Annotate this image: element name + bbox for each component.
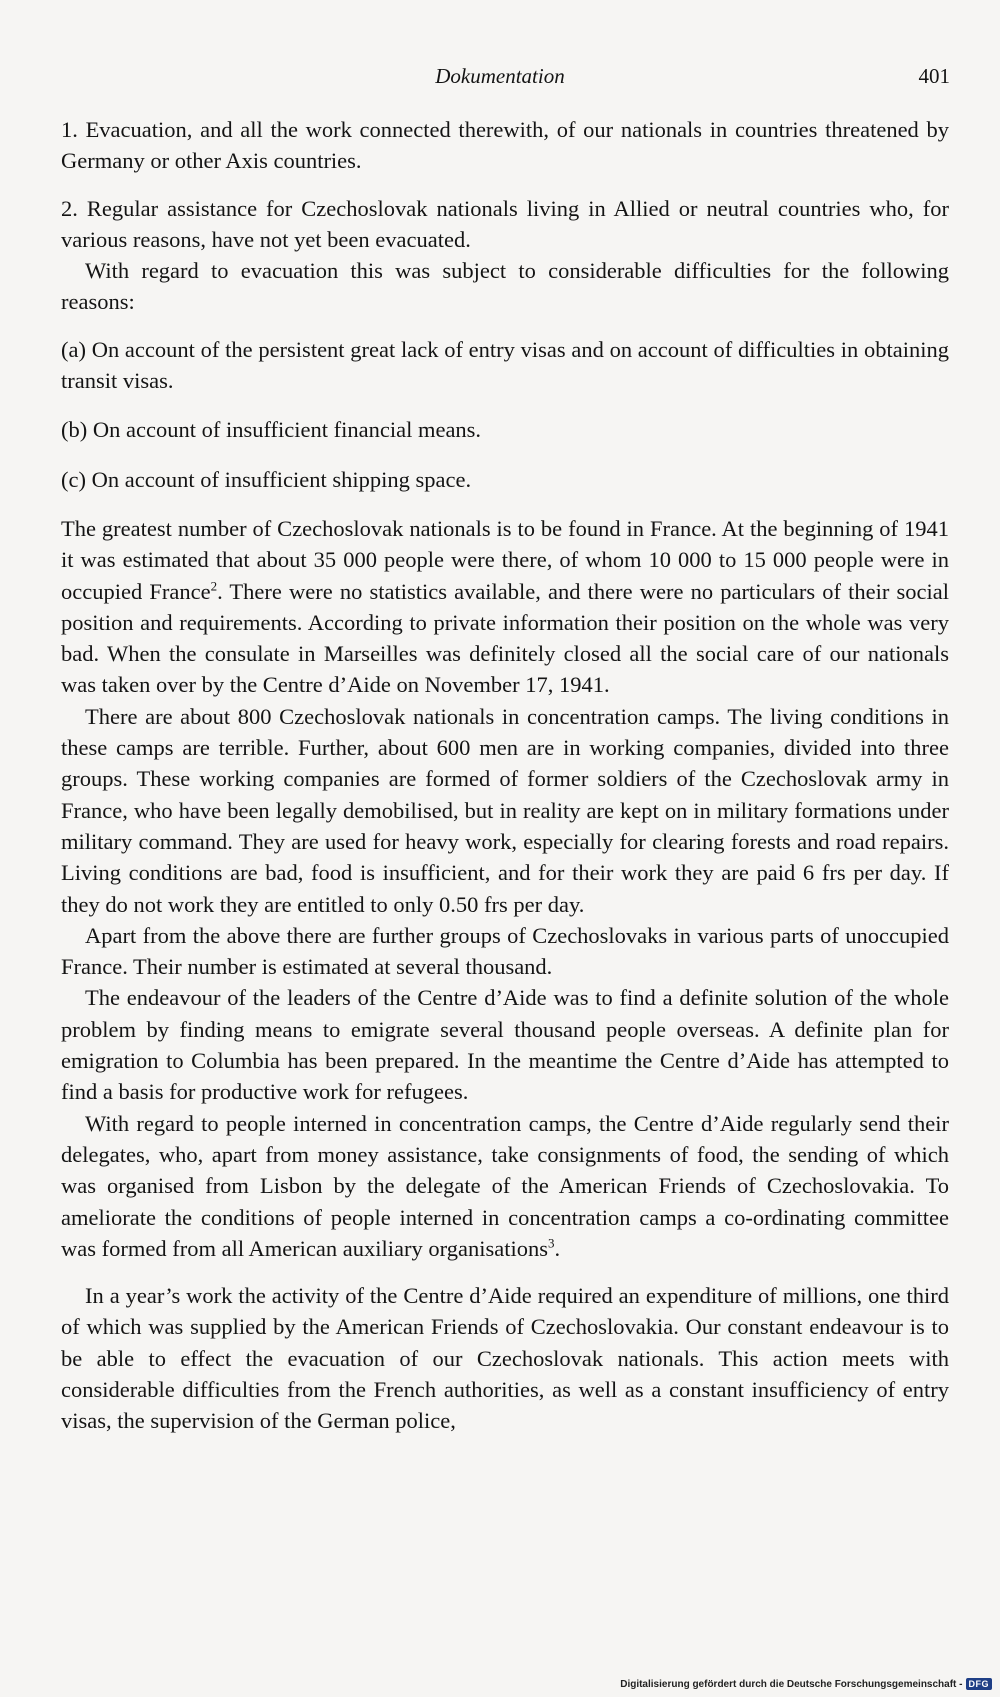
paragraph-text: The greatest number of Czechoslovak nationals is to be found in France. At the beginning of 1941 it was estimated that about 35 000 people were there, of whom 10 000 to 15 000 people were in occupied France bbox=[61, 515, 949, 604]
reason-a: (a) On account of the persistent great lack of entry visas and on account of difficulties in obtaining transit visas. bbox=[61, 336, 949, 394]
paragraph: With regard to evacuation this was subject to considerable difficulties for the following reasons: bbox=[61, 258, 949, 315]
running-header bbox=[0, 64, 1000, 94]
footnote-ref: 3 bbox=[547, 1235, 555, 1251]
item-2: 2. Regular assistance for Czechoslovak nationals living in Allied or neutral countries who, for various reasons, have not yet been evacuated. bbox=[61, 195, 949, 252]
paragraph-text: With regard to people interned in concentration camps, the Centre d’Aide regularly send their delegates, who, apart from money assistance, take consignments of food, the sending of which was organised from Lisbon by the delegate of the American Friends of Czechoslovakia. To ameliorate the conditions of people interned in concentration camps a co-ordinating committee was formed from all American auxiliary organisations bbox=[61, 1110, 949, 1261]
paragraph: The endeavour of the leaders of the Centre d’Aide was to find a definite solution of the whole problem by finding means to emigrate several thousand people overseas. A definite plan for emigration to Columbia has been prepared. In the meantime the Centre d’Aide has attempted to find a basis for productive work for refugees. bbox=[61, 985, 949, 1105]
page-number: 401 bbox=[918, 64, 950, 88]
reason-b: (b) On account of insufficient financial means. bbox=[61, 417, 482, 443]
running-title: Dokumentation bbox=[435, 64, 565, 88]
dfg-logo-icon: DFG bbox=[966, 1678, 993, 1690]
paragraph: In a year’s work the activity of the Centre d’Aide required an expenditure of millions, one third of which was supplied by the American Friends of Czechoslovakia. Our constant endeavour is to be able to effect the evacuation of our Czechoslovak nationals. This action meets with considerable difficulties from the French authorities, as well as a constant insufficiency of entry visas, the supervision of the German police, bbox=[61, 1283, 949, 1434]
body-text bbox=[61, 114, 949, 1437]
paragraph: Apart from the above there are further groups of Czechoslovaks in various parts of unoccupied France. Their number is estimated at several thousand. bbox=[61, 922, 949, 980]
reason-c: (c) On account of insufficient shipping space. bbox=[61, 466, 472, 492]
paragraph bbox=[61, 1108, 949, 1264]
item-1: 1. Evacuation, and all the work connected therewith, of our nationals in countries threatened by Germany or other Axis countries. bbox=[61, 117, 949, 174]
digitization-credit bbox=[620, 1676, 992, 1692]
paragraph: There are about 800 Czechoslovak nationals in concentration camps. The living conditions in these camps are terrible. Further, about 600 men are in working companies, divided into three groups. These working companies are formed of former soldiers of the Czechoslovak army in France, who have been legally demobilised, but in reality are kept on in military formations under military command. They are used for heavy work, especially for clearing forests and road repairs. Living conditions are bad, food is insufficient, and for their work they are paid 6 frs per day. If they do not work they are entitled to only 0.50 frs per day. bbox=[61, 703, 949, 917]
footnote-ref: 2 bbox=[210, 578, 218, 594]
paragraph-period: . bbox=[554, 1235, 561, 1261]
paragraph bbox=[61, 513, 949, 701]
paragraph-text: . There were no statistics available, and there were no particulars of their social position and requirements. According to private information their position on the whole was very bad. When the consulate in Marseilles was definitely closed all the social care of our nationals was taken over by the Centre d’Aide on November 17, 1941. bbox=[61, 578, 949, 698]
credit-text: Digitalisierung gefördert durch die Deutsche Forschungsgemeinschaft - bbox=[620, 1678, 963, 1690]
